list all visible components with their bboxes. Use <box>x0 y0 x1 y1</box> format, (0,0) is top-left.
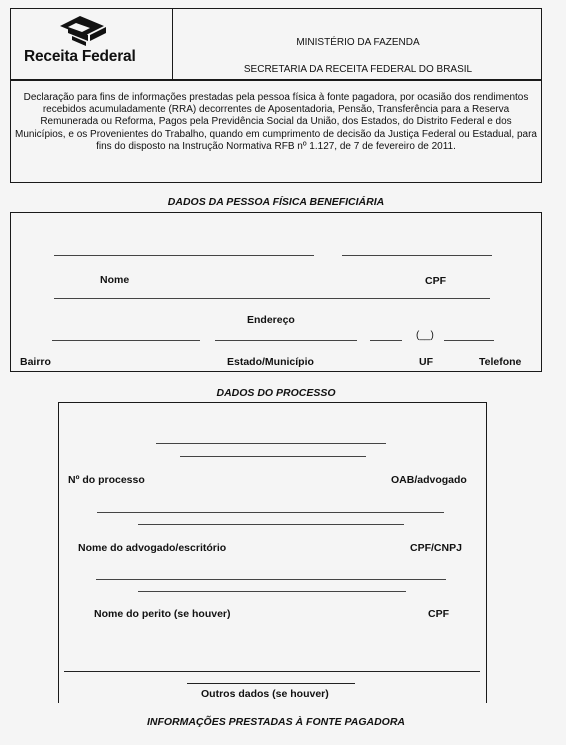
expert-label: Nome do perito (se houver) <box>94 608 231 620</box>
process-section-title: DADOS DO PROCESSO <box>216 387 336 399</box>
cpf-line[interactable] <box>342 255 492 256</box>
uf-line[interactable] <box>370 340 402 341</box>
process-number-line-2[interactable] <box>180 456 366 457</box>
neighborhood-label: Bairro <box>20 356 51 368</box>
beneficiary-box <box>10 212 542 372</box>
other-data-line-1[interactable] <box>64 671 480 672</box>
lawyer-line-2[interactable] <box>138 524 404 525</box>
address-line[interactable] <box>54 298 490 299</box>
beneficiary-section-title: DADOS DA PESSOA FÍSICA BENEFICIÁRIA <box>167 196 385 208</box>
uf-label: UF <box>419 356 433 368</box>
state-city-label: Estado/Município <box>227 356 314 368</box>
other-data-line-2[interactable] <box>187 683 355 684</box>
other-data-label: Outros dados (se houver) <box>201 688 329 700</box>
name-label: Nome <box>100 274 130 286</box>
lawyer-label: Nome do advogado/escritório <box>78 542 227 554</box>
oab-label: OAB/advogado <box>391 474 467 486</box>
name-line[interactable] <box>54 255 314 256</box>
cpf-cnpj-label: CPF/CNPJ <box>410 542 462 554</box>
neighborhood-line[interactable] <box>52 340 200 341</box>
process-number-line-1[interactable] <box>156 443 386 444</box>
expert-cpf-label: CPF <box>428 608 449 620</box>
address-label: Endereço <box>247 314 295 326</box>
payer-info-section-title: INFORMAÇÕES PRESTADAS À FONTE PAGADORA <box>146 716 406 728</box>
expert-line-1[interactable] <box>96 579 446 580</box>
lawyer-line-1[interactable] <box>97 512 444 513</box>
phone-label: Telefone <box>479 356 522 368</box>
secretariat-title: SECRETARIA DA RECEITA FEDERAL DO BRASIL <box>243 64 473 75</box>
process-number-label: Nº do processo <box>68 474 145 486</box>
declaration-text: Declaração para fins de informações prestadas pela pessoa física à fonte pagadora, por ocasião dos rendimentos recebidos acumuladamente (RRA) decorrentes de Aposentadoria, Pensão, Transferência para a Reserva Remunerada ou Reforma, Pagos pela Previdência Social da União, dos Estados, do Distrito Federal e dos Municípios, e os Provenientes do Trabalho, quando em cumprimento de decisão da Justiça Federal ou Estadual, para fins do disposto na Instrução Normativa RFB nº 1.127, de 7 de fevereiro de 2011. <box>15 92 537 152</box>
phone-area-code: (__) <box>416 330 434 341</box>
receita-federal-logo <box>22 12 162 68</box>
header-divider <box>172 8 173 80</box>
ministry-title: MINISTÉRIO DA FAZENDA <box>296 37 420 48</box>
logo-text: Receita Federal <box>24 48 136 65</box>
phone-line[interactable] <box>444 340 494 341</box>
cpf-label: CPF <box>425 275 446 287</box>
expert-line-2[interactable] <box>138 591 406 592</box>
logo-emblem-icon <box>22 12 162 48</box>
state-city-line[interactable] <box>215 340 357 341</box>
